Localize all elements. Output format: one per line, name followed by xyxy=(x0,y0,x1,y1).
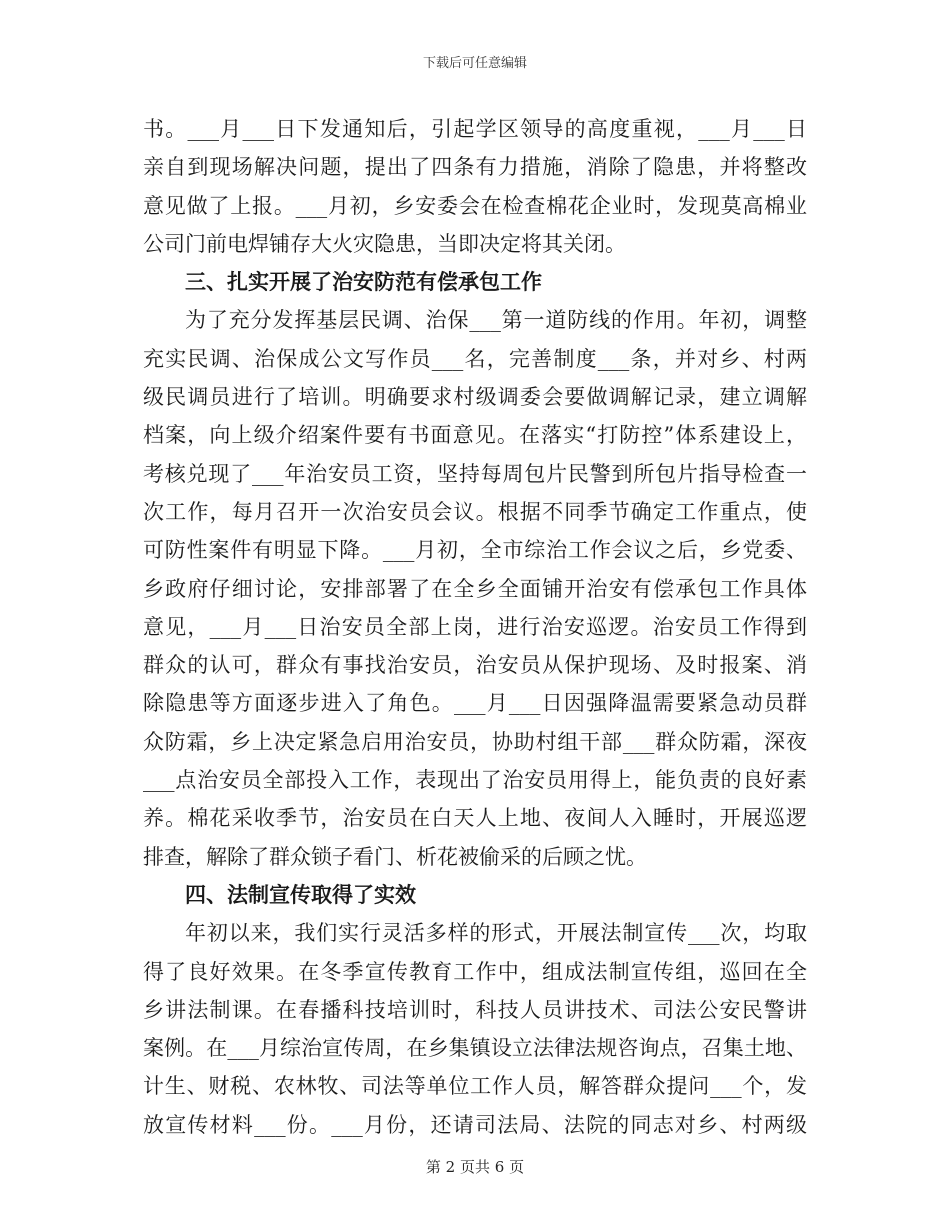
body-line: 考核兑现了___年治安员工资，坚持每周包片民警到所包片指导检查一 xyxy=(143,461,807,486)
body-line: 养。棉花采收季节，治安员在白天人上地、夜间人入睡时，开展巡逻 xyxy=(143,806,807,831)
section-heading: 三、扎实开展了治安防范有偿承包工作 xyxy=(185,270,542,295)
body-line: 级民调员进行了培训。明确要求村级调委会要做调解记录，建立调解 xyxy=(143,385,807,410)
body-line: 乡政府仔细讨论，安排部署了在全乡全面铺开治安有偿承包工作具体 xyxy=(143,576,807,601)
body-line: 充实民调、治保成公文写作员___名，完善制度___条，并对乡、村两 xyxy=(143,346,807,371)
body-line: 群众的认可，群众有事找治安员，治安员从保护现场、及时报案、消 xyxy=(143,653,807,678)
body-line: 乡讲法制课。在春播科技培训时，科技人员讲技术、司法公安民警讲 xyxy=(143,997,807,1022)
body-line: 计生、财税、农林牧、司法等单位工作人员，解答群众提问___个，发 xyxy=(143,1074,807,1099)
body-line: 年初以来，我们实行灵活多样的形式，开展法制宣传___次，均取 xyxy=(185,921,807,946)
body-line: 案例。在___月综治宣传周，在乡集镇设立法律法规咨询点，召集土地、 xyxy=(143,1036,807,1061)
body-line: 为了充分发挥基层民调、治保___第一道防线的作用。年初，调整 xyxy=(185,308,807,333)
body-line: 次工作，每月召开一次治安员会议。根据不同季节确定工作重点，使 xyxy=(143,499,807,524)
document-body xyxy=(143,110,807,1144)
body-line: 意见，___月___日治安员全部上岗，进行治安巡逻。治安员工作得到 xyxy=(143,614,807,639)
body-line: 档案，向上级介绍案件要有书面意见。在落实“打防控”体系建设上， xyxy=(143,423,807,448)
section-heading: 四、法制宣传取得了实效 xyxy=(185,882,416,907)
body-line: 得了良好效果。在冬季宣传教育工作中，组成法制宣传组，巡回在全 xyxy=(143,959,807,984)
body-line: 亲自到现场解决问题，提出了四条有力措施，消除了隐患，并将整改 xyxy=(143,155,807,180)
body-line: 可防性案件有明显下降。___月初，全市综治工作会议之后，乡党委、 xyxy=(143,538,807,563)
body-line: 书。___月___日下发通知后，引起学区领导的高度重视，___月___日 xyxy=(143,117,807,141)
body-line: 除隐患等方面逐步进入了角色。___月___日因强降温需要紧急动员群 xyxy=(143,691,807,716)
page-header: 下载后可任意编辑 xyxy=(422,56,527,71)
body-line: 放宣传材料___份。___月份，还请司法局、法院的同志对乡、村两级 xyxy=(143,1112,807,1137)
page-footer: 第 2 页共 6 页 xyxy=(425,1158,525,1176)
body-line: 公司门前电焊铺存大火灾隐患，当即决定将其关闭。 xyxy=(143,231,626,256)
body-line: 意见做了上报。___月初，乡安委会在检查棉花企业时，发现莫高棉业 xyxy=(143,193,807,218)
body-line: 众防霜，乡上决定紧急启用治安员，协助村组干部___群众防霜，深夜 xyxy=(143,729,807,754)
body-line: 排查，解除了群众锁子看门、析花被偷采的后顾之忧。 xyxy=(143,844,647,869)
body-line: ___点治安员全部投入工作，表现出了治安员用得上，能负责的良好素 xyxy=(143,768,807,793)
